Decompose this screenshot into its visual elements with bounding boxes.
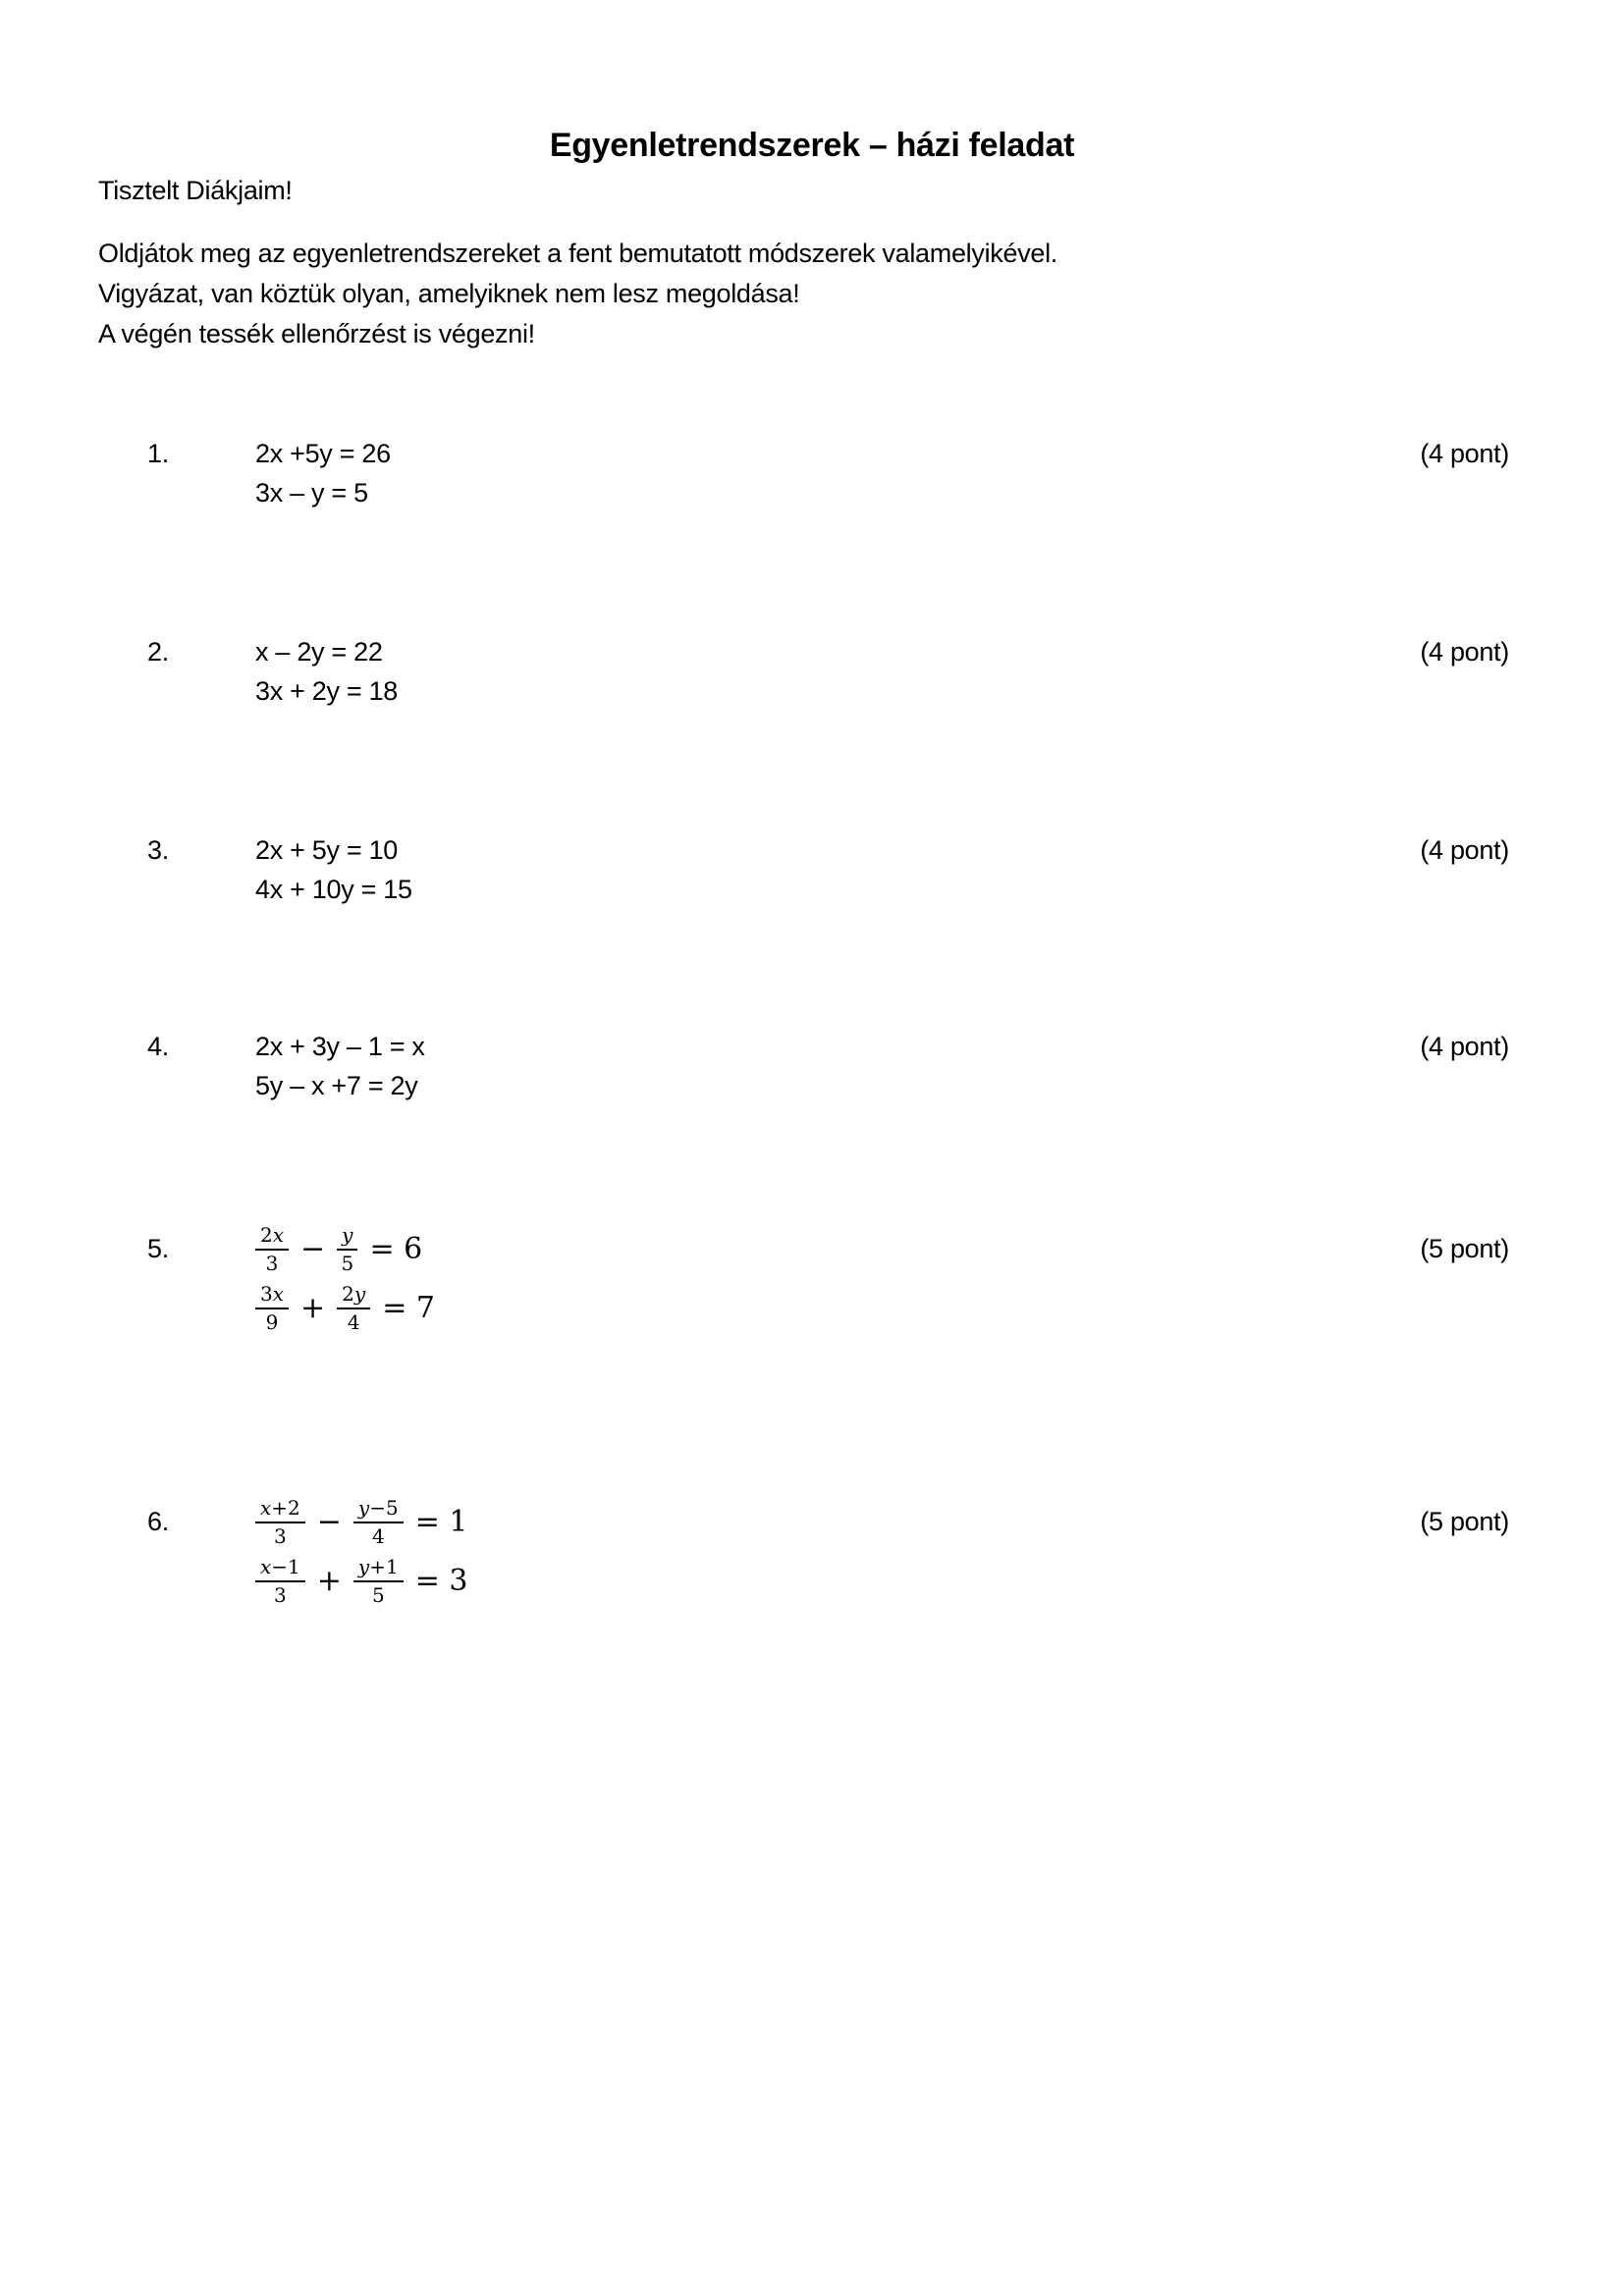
fraction-denominator: 4 bbox=[371, 1523, 385, 1548]
points-label: (4 pont) bbox=[1420, 439, 1509, 468]
fraction-denominator: 5 bbox=[341, 1251, 354, 1275]
fraction bbox=[255, 1555, 305, 1607]
problem-number: 6. bbox=[147, 1507, 169, 1536]
equation bbox=[255, 1492, 467, 1551]
equation-group bbox=[255, 830, 412, 909]
intro-line: A végén tessék ellenőrzést is végezni! bbox=[98, 319, 535, 348]
greeting-line: Tisztelt Diákjaim! bbox=[98, 176, 293, 205]
points-label: (4 pont) bbox=[1420, 835, 1509, 865]
problem-number: 2. bbox=[147, 637, 169, 667]
intro-line: Vigyázat, van köztük olyan, amelyiknek nem lesz megoldása! bbox=[98, 279, 800, 308]
equation-group bbox=[255, 632, 398, 711]
operator: + bbox=[316, 1563, 342, 1598]
fraction-denominator: 3 bbox=[274, 1582, 287, 1607]
fraction-denominator: 4 bbox=[347, 1309, 360, 1334]
equation: 2x + 5y = 10 bbox=[255, 835, 399, 865]
equation: 4x + 10y = 15 bbox=[255, 875, 412, 904]
equation bbox=[255, 1219, 435, 1278]
equation-group bbox=[255, 434, 391, 512]
equation-rhs: = 1 bbox=[414, 1504, 468, 1539]
equation-group bbox=[255, 1492, 467, 1610]
equation: 2x +5y = 26 bbox=[255, 439, 391, 468]
problem-number: 5. bbox=[147, 1234, 169, 1263]
equation: 5y – x +7 = 2y bbox=[255, 1071, 418, 1100]
equation-group bbox=[255, 1219, 435, 1337]
fraction-denominator: 5 bbox=[371, 1582, 385, 1607]
fraction-numerator: y bbox=[337, 1223, 357, 1251]
fraction-numerator: y−5 bbox=[353, 1496, 404, 1523]
fraction-denominator: 3 bbox=[274, 1523, 287, 1548]
problem-number: 3. bbox=[147, 835, 169, 865]
equation bbox=[255, 1278, 435, 1337]
equation: 3x – y = 5 bbox=[255, 478, 368, 507]
fraction bbox=[353, 1496, 404, 1548]
fraction bbox=[337, 1282, 370, 1334]
fraction-numerator: 3x bbox=[255, 1282, 289, 1309]
fraction bbox=[255, 1282, 289, 1334]
problem-number: 1. bbox=[147, 439, 169, 468]
fraction bbox=[255, 1496, 305, 1548]
fraction-numerator: 2y bbox=[337, 1282, 370, 1309]
operator: + bbox=[300, 1290, 326, 1325]
equation-group bbox=[255, 1027, 425, 1105]
equation: 2x + 3y – 1 = x bbox=[255, 1032, 425, 1061]
points-label: (4 pont) bbox=[1420, 1032, 1509, 1061]
fraction bbox=[353, 1555, 404, 1607]
operator: − bbox=[300, 1231, 326, 1266]
fraction-numerator: y+1 bbox=[353, 1555, 404, 1582]
equation: 3x + 2y = 18 bbox=[255, 676, 399, 706]
points-label: (4 pont) bbox=[1420, 637, 1509, 667]
fraction bbox=[255, 1223, 289, 1275]
fraction-numerator: x−1 bbox=[255, 1555, 305, 1582]
fraction bbox=[337, 1223, 357, 1275]
equation bbox=[255, 1551, 467, 1610]
problem-number: 4. bbox=[147, 1032, 169, 1061]
equation-rhs: = 7 bbox=[382, 1290, 435, 1325]
intro-line: Oldjátok meg az egyenletrendszereket a fent bemutatott módszerek valamelyikével. bbox=[98, 239, 1058, 268]
equation: x – 2y = 22 bbox=[255, 637, 383, 667]
operator: − bbox=[316, 1504, 342, 1539]
fraction-numerator: x+2 bbox=[255, 1496, 305, 1523]
points-label: (5 pont) bbox=[1420, 1234, 1509, 1263]
page-title: Egyenletrendszerek – házi feladat bbox=[549, 126, 1075, 164]
intro-paragraph bbox=[98, 234, 1057, 354]
equation-rhs: = 6 bbox=[369, 1231, 423, 1266]
fraction-numerator: 2x bbox=[255, 1223, 289, 1251]
fraction-denominator: 9 bbox=[265, 1309, 279, 1334]
equation-rhs: = 3 bbox=[414, 1563, 468, 1598]
points-label: (5 pont) bbox=[1420, 1507, 1509, 1536]
fraction-denominator: 3 bbox=[265, 1251, 279, 1275]
